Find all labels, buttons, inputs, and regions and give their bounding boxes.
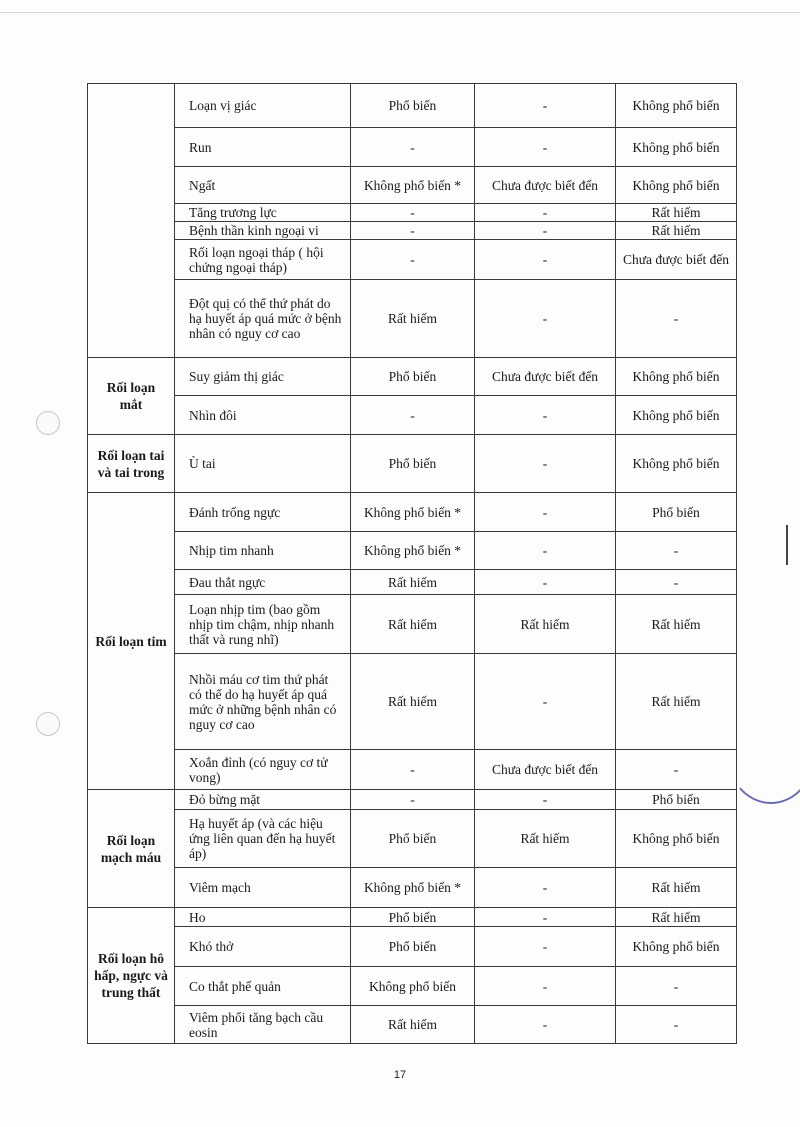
frequency-col3: Phổ biến [616, 493, 737, 532]
frequency-col1: Không phổ biến * [351, 493, 475, 532]
adverse-reaction-term: Đột quị có thể thứ phát do hạ huyết áp quá mức ở bệnh nhân có nguy cơ cao [175, 280, 351, 358]
table-row [88, 128, 737, 167]
frequency-col2: - [475, 532, 616, 570]
frequency-col2: - [475, 240, 616, 280]
system-organ-class-cell [88, 84, 175, 358]
table-row [88, 167, 737, 204]
frequency-col3: Không phổ biến [616, 84, 737, 128]
frequency-col3: Chưa được biết đến [616, 240, 737, 280]
system-organ-class-cell: Rối loạn tai và tai trong [88, 435, 175, 493]
frequency-col2: Chưa được biết đến [475, 358, 616, 396]
punch-hole [36, 712, 60, 736]
frequency-col1: Rất hiếm [351, 1006, 475, 1044]
frequency-col1: Phổ biến [351, 84, 475, 128]
frequency-col2: - [475, 967, 616, 1006]
table-row [88, 222, 737, 240]
frequency-col1: Không phổ biến * [351, 868, 475, 908]
frequency-col2: - [475, 493, 616, 532]
frequency-col1: - [351, 222, 475, 240]
frequency-col3: Không phổ biến [616, 396, 737, 435]
frequency-col2: - [475, 280, 616, 358]
frequency-col3: Không phổ biến [616, 128, 737, 167]
adverse-reaction-term: Tăng trương lực [175, 204, 351, 222]
system-organ-class-cell: Rối loạn hô hấp, ngực và trung thất [88, 908, 175, 1044]
table-row [88, 810, 737, 868]
frequency-col1: Phổ biến [351, 435, 475, 493]
frequency-col3: Rất hiếm [616, 868, 737, 908]
frequency-col2: - [475, 204, 616, 222]
system-organ-class-cell: Rối loạn mạch máu [88, 790, 175, 908]
frequency-col2: - [475, 222, 616, 240]
punch-hole [36, 411, 60, 435]
frequency-col3: - [616, 967, 737, 1006]
table-row [88, 750, 737, 790]
adverse-reaction-term: Loạn vị giác [175, 84, 351, 128]
frequency-col3: - [616, 280, 737, 358]
frequency-col1: Rất hiếm [351, 595, 475, 654]
frequency-col2: - [475, 128, 616, 167]
frequency-col3: Rất hiếm [616, 222, 737, 240]
table-row [88, 435, 737, 493]
adverse-reaction-term: Nhịp tim nhanh [175, 532, 351, 570]
adverse-reaction-term: Nhồi máu cơ tim thứ phát có thể do hạ huyết áp quá mức ở những bệnh nhân có nguy cơ cao [175, 654, 351, 750]
table-row [88, 927, 737, 967]
adverse-reaction-term: Viêm phổi tăng bạch cầu eosin [175, 1006, 351, 1044]
frequency-col3: Rất hiếm [616, 654, 737, 750]
edge-mark [786, 525, 788, 565]
frequency-col1: - [351, 128, 475, 167]
adverse-reaction-term: Loạn nhịp tim (bao gồm nhịp tim chậm, nhịp nhanh thất và rung nhĩ) [175, 595, 351, 654]
adverse-reaction-term: Xoắn đỉnh (có nguy cơ tử vong) [175, 750, 351, 790]
adverse-reaction-term: Hạ huyết áp (và các hiệu ứng liên quan đến hạ huyết áp) [175, 810, 351, 868]
frequency-col3: Không phổ biến [616, 810, 737, 868]
frequency-col1: - [351, 750, 475, 790]
frequency-col3: Rất hiếm [616, 204, 737, 222]
page-edge-line [0, 12, 800, 13]
frequency-col2: - [475, 396, 616, 435]
adverse-reaction-term: Rối loạn ngoại tháp ( hội chứng ngoại tháp) [175, 240, 351, 280]
frequency-col3: Không phổ biến [616, 435, 737, 493]
table-row [88, 654, 737, 750]
frequency-col2: - [475, 1006, 616, 1044]
table-row [88, 204, 737, 222]
frequency-col1: Phổ biến [351, 927, 475, 967]
table-row [88, 396, 737, 435]
frequency-col2: - [475, 84, 616, 128]
frequency-col3: - [616, 1006, 737, 1044]
frequency-col1: Không phổ biến [351, 967, 475, 1006]
adverse-reaction-term: Run [175, 128, 351, 167]
frequency-col1: Rất hiếm [351, 280, 475, 358]
frequency-col1: Phổ biến [351, 358, 475, 396]
frequency-col1: Phổ biến [351, 908, 475, 927]
system-organ-class-cell: Rối loạn mắt [88, 358, 175, 435]
table-row [88, 1006, 737, 1044]
page-number: 17 [393, 1069, 407, 1081]
frequency-col1: - [351, 204, 475, 222]
table-row [88, 493, 737, 532]
adverse-reaction-term: Nhìn đôi [175, 396, 351, 435]
frequency-col2: - [475, 868, 616, 908]
system-organ-class-cell: Rối loạn tim [88, 493, 175, 790]
frequency-col2: Rất hiếm [475, 810, 616, 868]
frequency-col1: - [351, 396, 475, 435]
table-row [88, 868, 737, 908]
frequency-col3: Không phổ biến [616, 927, 737, 967]
frequency-col3: Rất hiếm [616, 595, 737, 654]
adverse-reaction-term: Viêm mạch [175, 868, 351, 908]
adverse-reaction-term: Co thắt phế quản [175, 967, 351, 1006]
adverse-reaction-term: Đỏ bừng mặt [175, 790, 351, 810]
frequency-col3: - [616, 750, 737, 790]
frequency-col2: Rất hiếm [475, 595, 616, 654]
table-row [88, 532, 737, 570]
frequency-col1: - [351, 790, 475, 810]
table-row [88, 790, 737, 810]
adverse-reaction-term: Ho [175, 908, 351, 927]
frequency-col3: - [616, 532, 737, 570]
frequency-col2: - [475, 435, 616, 493]
frequency-col2: - [475, 927, 616, 967]
adverse-reaction-term: Bệnh thần kinh ngoại vi [175, 222, 351, 240]
frequency-col3: - [616, 570, 737, 595]
table-row [88, 908, 737, 927]
adverse-reaction-term: Suy giảm thị giác [175, 358, 351, 396]
frequency-col1: Rất hiếm [351, 654, 475, 750]
adverse-reaction-term: Khó thở [175, 927, 351, 967]
adverse-reaction-term: Ngất [175, 167, 351, 204]
frequency-col1: Không phổ biến * [351, 532, 475, 570]
frequency-col3: Phổ biến [616, 790, 737, 810]
table-row [88, 358, 737, 396]
table-row [88, 84, 737, 128]
frequency-col2: - [475, 654, 616, 750]
frequency-col2: - [475, 790, 616, 810]
table-row [88, 595, 737, 654]
frequency-col2: - [475, 908, 616, 927]
adverse-reaction-term: Đau thắt ngực [175, 570, 351, 595]
table-row [88, 570, 737, 595]
frequency-col1: - [351, 240, 475, 280]
adverse-reaction-term: Đánh trống ngực [175, 493, 351, 532]
frequency-col1: Không phổ biến * [351, 167, 475, 204]
frequency-col2: Chưa được biết đến [475, 750, 616, 790]
frequency-col2: Chưa được biết đến [475, 167, 616, 204]
adverse-reaction-term: Ù tai [175, 435, 351, 493]
adverse-reactions-table [87, 83, 737, 1044]
table-row [88, 967, 737, 1006]
frequency-col2: - [475, 570, 616, 595]
table-row [88, 240, 737, 280]
frequency-col3: Không phổ biến [616, 167, 737, 204]
table-row [88, 280, 737, 358]
frequency-col3: Rất hiếm [616, 908, 737, 927]
frequency-col1: Phổ biến [351, 810, 475, 868]
frequency-col3: Không phổ biến [616, 358, 737, 396]
frequency-col1: Rất hiếm [351, 570, 475, 595]
